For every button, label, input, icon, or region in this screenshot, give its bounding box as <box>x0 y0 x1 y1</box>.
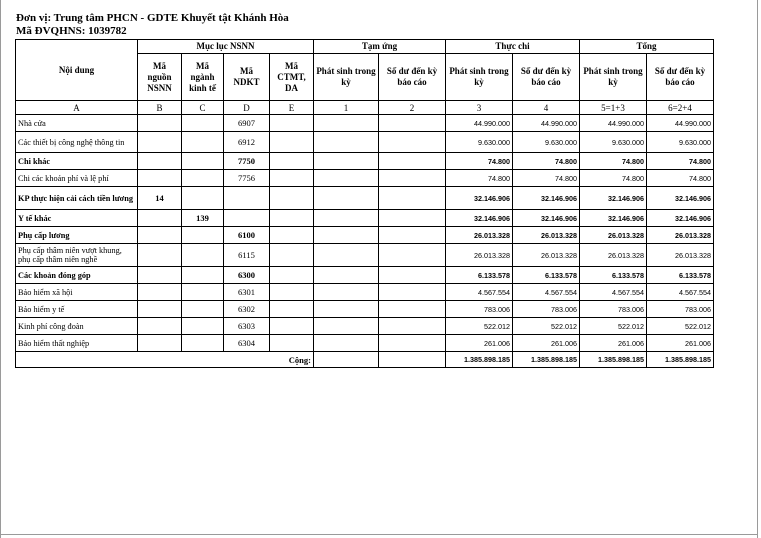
column-code-row <box>16 101 714 115</box>
cell-tong-so-du: 74.800 <box>647 170 714 187</box>
cell-ma-nguon <box>138 335 182 352</box>
total-tam-ung-phat-sinh <box>314 352 379 368</box>
cell-thuc-chi-so-du: 783.006 <box>513 301 580 318</box>
cell-ma-nguon <box>138 153 182 170</box>
cell-tam-ung-phat-sinh <box>314 115 379 132</box>
cell-ma-ctmt <box>270 187 314 210</box>
cell-tam-ung-so-du <box>379 187 446 210</box>
col-group-muc-luc: Mục lục NSNN <box>138 40 314 54</box>
cell-thuc-chi-so-du: 74.800 <box>513 153 580 170</box>
col-tam-ung-phat-sinh: Phát sinh trong kỳ <box>314 54 379 101</box>
total-row <box>16 352 714 368</box>
cell-ma-nganh <box>182 132 224 153</box>
cell-tong-so-du: 26.013.328 <box>647 227 714 244</box>
cell-tam-ung-so-du <box>379 132 446 153</box>
cell-tam-ung-phat-sinh <box>314 318 379 335</box>
cell-thuc-chi-so-du: 32.146.906 <box>513 210 580 227</box>
table-row <box>16 170 714 187</box>
cell-ma-ndkt: 6115 <box>224 244 270 267</box>
cell-ma-nganh <box>182 335 224 352</box>
column-code: 2 <box>379 101 446 115</box>
cell-thuc-chi-phat-sinh: 44.990.000 <box>446 115 513 132</box>
unit-line: Đơn vị: Trung tâm PHCN - GDTE Khuyết tật Khánh Hòa <box>16 12 289 24</box>
cell-ma-ndkt: 7756 <box>224 170 270 187</box>
row-name: Bảo hiểm y tế <box>16 301 138 318</box>
col-tam-ung-so-du: Số dư đến kỳ báo cáo <box>379 54 446 101</box>
total-label: Cộng: <box>16 352 314 368</box>
cell-ma-nguon <box>138 301 182 318</box>
cell-ma-ndkt: 6907 <box>224 115 270 132</box>
cell-tong-phat-sinh: 783.006 <box>580 301 647 318</box>
table-row <box>16 301 714 318</box>
cell-tam-ung-phat-sinh <box>314 153 379 170</box>
cell-tong-so-du: 522.012 <box>647 318 714 335</box>
cell-ma-nguon <box>138 227 182 244</box>
cell-tong-phat-sinh: 522.012 <box>580 318 647 335</box>
column-code: E <box>270 101 314 115</box>
cell-ma-nguon <box>138 284 182 301</box>
cell-tam-ung-phat-sinh <box>314 227 379 244</box>
col-thuc-chi-so-du: Số dư đến kỳ báo cáo <box>513 54 580 101</box>
column-code: 4 <box>513 101 580 115</box>
total-thuc-chi-so-du: 1.385.898.185 <box>513 352 580 368</box>
cell-tam-ung-so-du <box>379 318 446 335</box>
cell-ma-nguon <box>138 267 182 284</box>
cell-ma-nguon <box>138 115 182 132</box>
cell-ma-nganh <box>182 301 224 318</box>
cell-tam-ung-phat-sinh <box>314 301 379 318</box>
cell-thuc-chi-so-du: 261.006 <box>513 335 580 352</box>
table-row <box>16 244 714 267</box>
cell-tam-ung-phat-sinh <box>314 335 379 352</box>
cell-ma-ctmt <box>270 284 314 301</box>
cell-ma-ctmt <box>270 115 314 132</box>
cell-ma-nganh <box>182 267 224 284</box>
cell-thuc-chi-phat-sinh: 261.006 <box>446 335 513 352</box>
column-code: C <box>182 101 224 115</box>
cell-tam-ung-phat-sinh <box>314 187 379 210</box>
cell-thuc-chi-so-du: 26.013.328 <box>513 244 580 267</box>
cell-tong-so-du: 261.006 <box>647 335 714 352</box>
row-name: Bảo hiểm thất nghiệp <box>16 335 138 352</box>
row-name: Chi các khoản phí và lệ phí <box>16 170 138 187</box>
cell-tam-ung-phat-sinh <box>314 210 379 227</box>
row-name: Nhà cửa <box>16 115 138 132</box>
cell-tong-phat-sinh: 74.800 <box>580 170 647 187</box>
cell-ma-ctmt <box>270 227 314 244</box>
cell-ma-ctmt <box>270 153 314 170</box>
column-code: D <box>224 101 270 115</box>
cell-ma-ctmt <box>270 301 314 318</box>
cell-thuc-chi-so-du: 32.146.906 <box>513 187 580 210</box>
row-name: Chi khác <box>16 153 138 170</box>
cell-thuc-chi-phat-sinh: 74.800 <box>446 153 513 170</box>
cell-ma-ndkt <box>224 187 270 210</box>
cell-ma-ctmt <box>270 335 314 352</box>
row-name: Các khoản đóng góp <box>16 267 138 284</box>
cell-ma-ndkt: 6303 <box>224 318 270 335</box>
cell-thuc-chi-so-du: 4.567.554 <box>513 284 580 301</box>
cell-ma-nganh <box>182 115 224 132</box>
cell-tong-phat-sinh: 32.146.906 <box>580 210 647 227</box>
cell-ma-nguon <box>138 170 182 187</box>
column-code: 1 <box>314 101 379 115</box>
column-code: 5=1+3 <box>580 101 647 115</box>
budget-report-table <box>15 39 714 368</box>
cell-tong-phat-sinh: 74.800 <box>580 153 647 170</box>
cell-tong-phat-sinh: 6.133.578 <box>580 267 647 284</box>
cell-tong-so-du: 6.133.578 <box>647 267 714 284</box>
cell-tong-phat-sinh: 261.006 <box>580 335 647 352</box>
cell-thuc-chi-phat-sinh: 9.630.000 <box>446 132 513 153</box>
cell-ma-nganh <box>182 153 224 170</box>
cell-ma-ctmt <box>270 210 314 227</box>
table-row <box>16 132 714 153</box>
total-tong-phat-sinh: 1.385.898.185 <box>580 352 647 368</box>
cell-thuc-chi-phat-sinh: 32.146.906 <box>446 210 513 227</box>
cell-thuc-chi-so-du: 44.990.000 <box>513 115 580 132</box>
cell-ma-ctmt <box>270 267 314 284</box>
cell-ma-nguon <box>138 318 182 335</box>
cell-tam-ung-phat-sinh <box>314 132 379 153</box>
cell-tam-ung-phat-sinh <box>314 244 379 267</box>
table-row <box>16 267 714 284</box>
col-group-tong: Tổng <box>580 40 714 54</box>
cell-tong-so-du: 26.013.328 <box>647 244 714 267</box>
cell-ma-ctmt <box>270 318 314 335</box>
column-code: B <box>138 101 182 115</box>
cell-ma-ndkt: 6300 <box>224 267 270 284</box>
cell-ma-nguon <box>138 210 182 227</box>
cell-tong-phat-sinh: 9.630.000 <box>580 132 647 153</box>
cell-ma-ctmt <box>270 244 314 267</box>
column-code: A <box>16 101 138 115</box>
cell-thuc-chi-phat-sinh: 522.012 <box>446 318 513 335</box>
cell-tong-phat-sinh: 26.013.328 <box>580 227 647 244</box>
cell-thuc-chi-so-du: 74.800 <box>513 170 580 187</box>
col-ma-nguon: Mã nguồn NSNN <box>138 54 182 101</box>
row-name: Phụ cấp thâm niên vượt khung, phụ cấp thâm niên nghề <box>16 244 138 267</box>
total-tong-so-du: 1.385.898.185 <box>647 352 714 368</box>
cell-thuc-chi-phat-sinh: 4.567.554 <box>446 284 513 301</box>
cell-ma-ndkt: 6304 <box>224 335 270 352</box>
row-name: Phụ cấp lương <box>16 227 138 244</box>
cell-tam-ung-so-du <box>379 267 446 284</box>
row-name: Bảo hiểm xã hội <box>16 284 138 301</box>
col-group-tam-ung: Tạm ứng <box>314 40 446 54</box>
total-thuc-chi-phat-sinh: 1.385.898.185 <box>446 352 513 368</box>
cell-tong-so-du: 9.630.000 <box>647 132 714 153</box>
table-row <box>16 335 714 352</box>
column-code: 6=2+4 <box>647 101 714 115</box>
page-border-left <box>0 0 1 538</box>
cell-ma-nganh: 139 <box>182 210 224 227</box>
cell-tam-ung-so-du <box>379 170 446 187</box>
table-row <box>16 318 714 335</box>
row-name: Các thiết bị công nghệ thông tin <box>16 132 138 153</box>
cell-thuc-chi-so-du: 522.012 <box>513 318 580 335</box>
cell-ma-nguon <box>138 132 182 153</box>
cell-ma-nganh <box>182 318 224 335</box>
cell-ma-nganh <box>182 244 224 267</box>
col-tong-so-du: Số dư đến kỳ báo cáo <box>647 54 714 101</box>
cell-tong-so-du: 32.146.906 <box>647 187 714 210</box>
column-code: 3 <box>446 101 513 115</box>
table-row <box>16 284 714 301</box>
cell-tong-phat-sinh: 44.990.000 <box>580 115 647 132</box>
cell-ma-nganh <box>182 227 224 244</box>
cell-thuc-chi-phat-sinh: 26.013.328 <box>446 244 513 267</box>
table-row <box>16 153 714 170</box>
cell-ma-ndkt <box>224 210 270 227</box>
cell-tam-ung-phat-sinh <box>314 170 379 187</box>
total-tam-ung-so-du <box>379 352 446 368</box>
cell-ma-nguon <box>138 244 182 267</box>
col-thuc-chi-phat-sinh: Phát sinh trong kỳ <box>446 54 513 101</box>
cell-tong-so-du: 44.990.000 <box>647 115 714 132</box>
cell-thuc-chi-so-du: 26.013.328 <box>513 227 580 244</box>
cell-tam-ung-so-du <box>379 227 446 244</box>
table-row <box>16 115 714 132</box>
cell-ma-nganh <box>182 187 224 210</box>
cell-thuc-chi-phat-sinh: 6.133.578 <box>446 267 513 284</box>
cell-ma-ctmt <box>270 132 314 153</box>
cell-tong-phat-sinh: 4.567.554 <box>580 284 647 301</box>
cell-thuc-chi-so-du: 6.133.578 <box>513 267 580 284</box>
row-name: Kinh phí công đoàn <box>16 318 138 335</box>
cell-tong-so-du: 74.800 <box>647 153 714 170</box>
cell-ma-ndkt: 6100 <box>224 227 270 244</box>
cell-tong-phat-sinh: 26.013.328 <box>580 244 647 267</box>
cell-ma-ndkt: 6912 <box>224 132 270 153</box>
col-ma-ctmt: Mã CTMT, DA <box>270 54 314 101</box>
cell-tam-ung-so-du <box>379 301 446 318</box>
page-border-right <box>757 0 758 538</box>
cell-ma-nguon: 14 <box>138 187 182 210</box>
cell-ma-ndkt: 6301 <box>224 284 270 301</box>
table-row <box>16 187 714 210</box>
cell-ma-nganh <box>182 284 224 301</box>
budget-code-line: Mã ĐVQHNS: 1039782 <box>16 25 127 37</box>
cell-tong-so-du: 32.146.906 <box>647 210 714 227</box>
table-row <box>16 210 714 227</box>
cell-thuc-chi-phat-sinh: 32.146.906 <box>446 187 513 210</box>
cell-tam-ung-so-du <box>379 335 446 352</box>
cell-thuc-chi-phat-sinh: 74.800 <box>446 170 513 187</box>
cell-ma-ctmt <box>270 170 314 187</box>
page-border-bottom <box>0 534 758 535</box>
cell-ma-nganh <box>182 170 224 187</box>
cell-tam-ung-so-du <box>379 153 446 170</box>
col-noi-dung: Nội dung <box>16 40 138 101</box>
col-group-thuc-chi: Thực chi <box>446 40 580 54</box>
cell-tam-ung-phat-sinh <box>314 284 379 301</box>
col-tong-phat-sinh: Phát sinh trong kỳ <box>580 54 647 101</box>
col-ma-ndkt: Mã NDKT <box>224 54 270 101</box>
row-name: Y tế khác <box>16 210 138 227</box>
cell-tam-ung-so-du <box>379 210 446 227</box>
cell-tong-phat-sinh: 32.146.906 <box>580 187 647 210</box>
cell-tam-ung-so-du <box>379 284 446 301</box>
cell-tam-ung-so-du <box>379 244 446 267</box>
cell-thuc-chi-phat-sinh: 783.006 <box>446 301 513 318</box>
cell-tong-so-du: 4.567.554 <box>647 284 714 301</box>
cell-tam-ung-phat-sinh <box>314 267 379 284</box>
table-row <box>16 227 714 244</box>
cell-ma-ndkt: 6302 <box>224 301 270 318</box>
cell-tong-so-du: 783.006 <box>647 301 714 318</box>
cell-ma-ndkt: 7750 <box>224 153 270 170</box>
col-ma-nganh: Mã ngành kinh tế <box>182 54 224 101</box>
row-name: KP thực hiện cải cách tiền lương <box>16 187 138 210</box>
cell-tam-ung-so-du <box>379 115 446 132</box>
cell-thuc-chi-so-du: 9.630.000 <box>513 132 580 153</box>
cell-thuc-chi-phat-sinh: 26.013.328 <box>446 227 513 244</box>
